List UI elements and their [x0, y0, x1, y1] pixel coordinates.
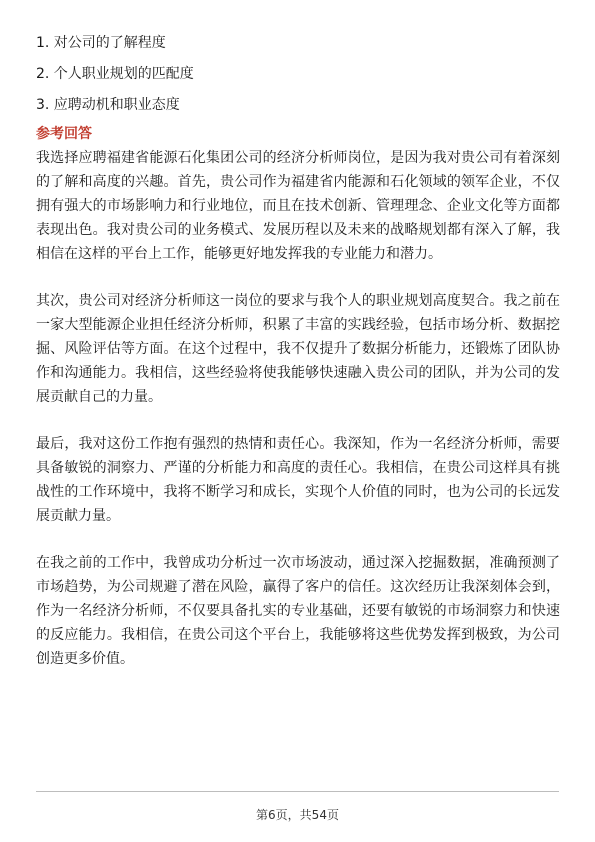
answer-paragraph: 其次，贵公司对经济分析师这一岗位的要求与我个人的职业规划高度契合。我之前在一家大型能源企业担任经济分析师，积累了丰富的实践经验，包括市场分析、数据挖掘、风险评估等方面。在这个过程中，我不仅提升了数据分析能力，还锻炼了团队协作和沟通能力。我相信，这些经验将使我能够快速融入贵公司的团队，并为公司的发展贡献自己的力量。: [36, 293, 560, 405]
answer-paragraph: 最后，我对这份工作抱有强烈的热情和责任心。我深知，作为一名经济分析师，需要具备敏锐的洞察力、严谨的分析能力和高度的责任心。我相信，在贵公司这样具有挑战性的工作环境中，我将不断学习和成长，实现个人价值的同时，也为公司的长远发展贡献力量。: [36, 436, 560, 524]
criteria-item: 1. 对公司的了解程度: [36, 35, 166, 51]
answer-paragraph: 我选择应聘福建省能源石化集团公司的经济分析师岗位，是因为我对贵公司有着深刻的了解和高度的兴趣。首先，贵公司作为福建省内能源和石化领域的领军企业，不仅拥有强大的市场影响力和行业地位，而且在技术创新、管理理念、企业文化等方面都表现出色。我对贵公司的业务模式、发展历程以及未来的战略规划都有深入了解，我相信在这样的平台上工作，能够更好地发挥我的专业能力和潜力。: [36, 150, 560, 262]
criteria-item: 3. 应聘动机和职业态度: [36, 97, 180, 113]
evaluation-criteria-list: [36, 33, 560, 115]
page-number: 第6页，共54页: [256, 808, 339, 822]
answer-paragraph: 在我之前的工作中，我曾成功分析过一次市场波动，通过深入挖掘数据，准确预测了市场趋势，为公司规避了潜在风险，赢得了客户的信任。这次经历让我深刻体会到，作为一名经济分析师，不仅要具备扎实的专业基础，还要有敏锐的市场洞察力和快速的反应能力。我相信，在贵公司这个平台上，我能够将这些优势发挥到极致，为公司创造更多价值。: [36, 555, 560, 667]
criteria-item: 2. 个人职业规划的匹配度: [36, 66, 194, 82]
document-body: [36, 33, 560, 694]
footer-divider: [36, 791, 559, 792]
answer-heading: 参考回答: [36, 126, 92, 142]
